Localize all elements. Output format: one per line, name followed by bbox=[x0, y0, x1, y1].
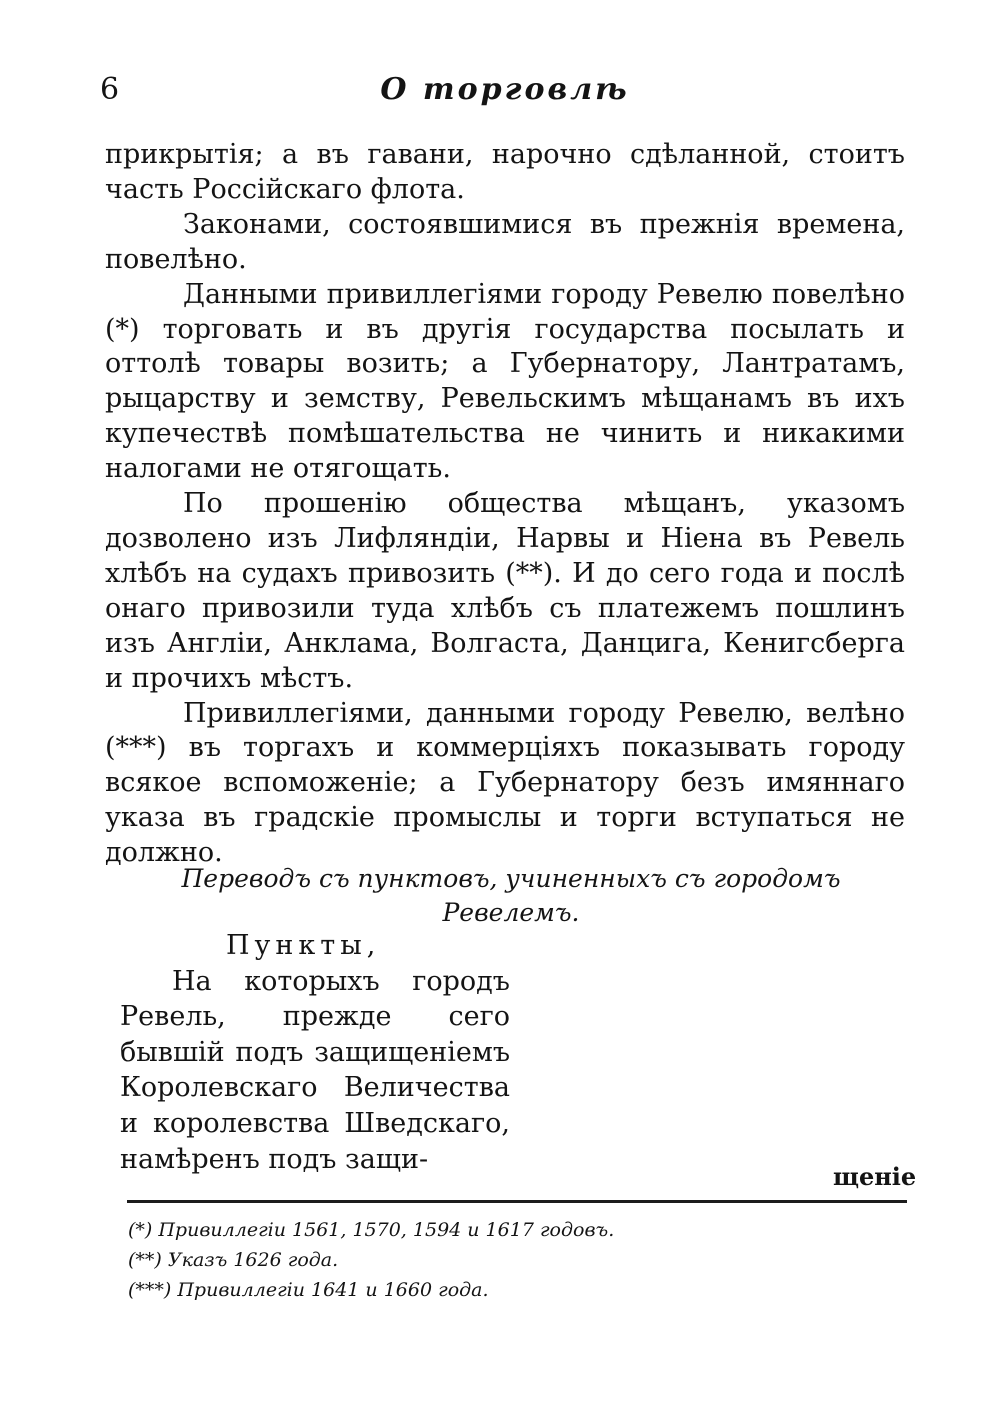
section-heading: Переводъ съ пунктовъ, учиненныхъ съ городомъ Ревелемъ. bbox=[181, 864, 841, 927]
page-number: 6 bbox=[100, 72, 120, 107]
paragraph-laws: Законами, состоявшимися въ прежнія времена, повелѣно. bbox=[105, 208, 905, 275]
catchword: щеніе bbox=[833, 1162, 917, 1191]
footnote-2: (**) Указъ 1626 года. bbox=[128, 1249, 339, 1271]
points-title: Пункты, bbox=[226, 930, 381, 961]
footnote-1: (*) Привиллегіи 1561, 1570, 1594 и 1617 годовъ. bbox=[128, 1219, 615, 1241]
paragraph-privileges: Данными привиллегіями городу Ревелю повелѣно (*) торговать и въ другія государства посылать и оттолѣ товары возить; а Губернатору, Лантратамъ, рыцарству и земству, Ревельскимъ мѣщанамъ въ ихъ купечествѣ помѣшательства не чинить и никакими налогами не отягощать. bbox=[105, 278, 905, 485]
running-head bbox=[100, 72, 910, 112]
paragraph-continuation: прикрытія; а въ гавани, нарочно сдѣланной, стоитъ часть Россійскаго флота. bbox=[105, 139, 905, 205]
paragraph-governor: Привиллегіями, данными городу Ревелю, велѣно (***) въ торгахъ и коммерціяхъ показывать городу всякое вспоможеніе; а Губернатору безъ имяннаго указа въ градскіе промыслы и торги вступаться не должно. bbox=[105, 697, 905, 869]
points-block bbox=[120, 928, 510, 1177]
footnote-3: (***) Привиллегіи 1641 и 1660 года. bbox=[128, 1279, 489, 1301]
running-title: О торговлѣ bbox=[380, 72, 630, 107]
points-text: На которыхъ городъ Ревель, прежде сего бывшій подъ защищеніемъ Королевскаго Величества и королевства Шведскаго, намѣренъ подъ защи- bbox=[120, 965, 510, 1175]
paragraph-grain-import: По прошенію общества мѣщанъ, указомъ дозволено изъ Лифляндіи, Нарвы и Ніена въ Ревель хлѣбъ на судахъ привозить (**). И до сего года и послѣ онаго привозили туда хлѣбъ съ платежемъ пошлинъ изъ Англіи, Анклама, Волгаста, Данцига, Кенигсберга и прочихъ мѣстъ. bbox=[105, 488, 905, 694]
footnotes bbox=[128, 1215, 828, 1305]
main-text bbox=[105, 138, 905, 871]
footnote-divider bbox=[127, 1200, 907, 1203]
